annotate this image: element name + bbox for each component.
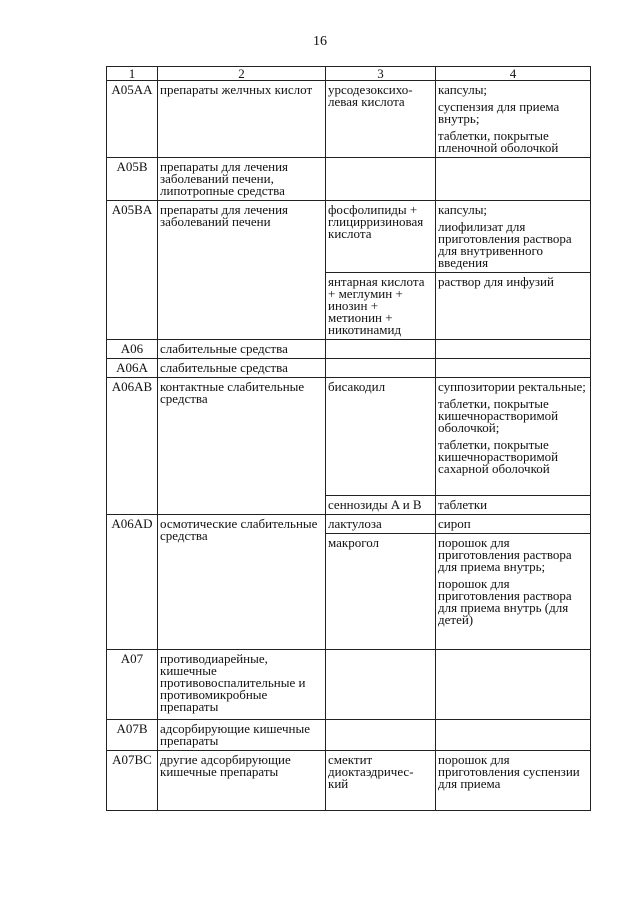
drug-group-cell: слабительные средства	[158, 340, 326, 359]
atc-code-cell: A06	[107, 340, 158, 359]
atc-code-cell: A05B	[107, 158, 158, 201]
substance-cell	[326, 650, 436, 720]
table-row	[107, 751, 591, 811]
dosage-form-cell	[436, 720, 591, 751]
table-body	[107, 67, 591, 811]
atc-code-cell: A05AA	[107, 81, 158, 158]
dosage-form-cell	[436, 273, 591, 340]
table-row	[107, 359, 591, 378]
column-header-2: 2	[158, 67, 326, 81]
table-row	[107, 340, 591, 359]
table-row	[107, 650, 591, 720]
substance-cell: сеннозиды A и B	[326, 496, 436, 515]
column-header-3: 3	[326, 67, 436, 81]
dosage-form-item: капсулы;	[438, 202, 488, 217]
drug-group-cell: препараты для лечения заболеваний печени	[158, 201, 326, 340]
drug-group-cell: препараты для лечения заболеваний печени, липотропные средства	[158, 158, 326, 201]
table-row	[107, 378, 591, 496]
dosage-form-cell	[436, 81, 591, 158]
substance-cell	[326, 158, 436, 201]
atc-code-cell: A06AB	[107, 378, 158, 515]
dosage-form-item: таблетки, покрытые кишечнорастворимой сахарной оболочкой	[438, 437, 559, 476]
drug-table	[106, 66, 591, 811]
table-row	[107, 201, 591, 273]
column-header-4: 4	[436, 67, 591, 81]
atc-code-cell: A05BA	[107, 201, 158, 340]
substance-cell	[326, 720, 436, 751]
dosage-form-cell	[436, 650, 591, 720]
atc-code-cell: A07	[107, 650, 158, 720]
atc-code-cell: A06A	[107, 359, 158, 378]
dosage-form-item: лиофилизат для приготовления раствора для внутривенного введения	[438, 219, 572, 270]
dosage-form-item: таблетки, покрытые пленочной оболочкой	[438, 128, 559, 155]
substance-cell: смектит диоктаэдричес-кий	[326, 751, 436, 811]
dosage-form-item: порошок для приготовления раствора для приема внутрь (для детей)	[438, 576, 572, 627]
drug-group-cell: адсорбирующие кишечные препараты	[158, 720, 326, 751]
substance-cell: урсодезоксихо-левая кислота	[326, 81, 436, 158]
drug-group-cell: осмотические слабительные средства	[158, 515, 326, 650]
table-row	[107, 720, 591, 751]
table-row	[107, 515, 591, 534]
dosage-form-item: капсулы;	[438, 82, 488, 97]
dosage-form-item: суспензия для приема внутрь;	[438, 99, 560, 126]
dosage-form-item: раствор для инфузий	[438, 274, 554, 289]
dosage-form-cell	[436, 496, 591, 515]
substance-cell: янтарная кислота + меглумин + инозин + метионин + никотинамид	[326, 273, 436, 340]
substance-cell: лактулоза	[326, 515, 436, 534]
drug-group-cell: контактные слабительные средства	[158, 378, 326, 515]
dosage-form-cell	[436, 534, 591, 650]
table-header-row	[107, 67, 591, 81]
dosage-form-cell	[436, 340, 591, 359]
substance-cell: фосфолипиды + глицирризиновая кислота	[326, 201, 436, 273]
dosage-form-item: таблетки	[438, 497, 488, 512]
dosage-form-cell	[436, 515, 591, 534]
dosage-form-cell	[436, 751, 591, 811]
dosage-form-item: порошок для приготовления суспензии для приема	[438, 752, 580, 791]
drug-group-cell: слабительные средства	[158, 359, 326, 378]
atc-code-cell: A07BC	[107, 751, 158, 811]
substance-cell: бисакодил	[326, 378, 436, 496]
table-row	[107, 81, 591, 158]
substance-cell	[326, 340, 436, 359]
dosage-form-cell	[436, 158, 591, 201]
dosage-form-item: порошок для приготовления раствора для приема внутрь;	[438, 535, 572, 574]
dosage-form-cell	[436, 201, 591, 273]
dosage-form-cell	[436, 378, 591, 496]
atc-code-cell: A07B	[107, 720, 158, 751]
dosage-form-item: таблетки, покрытые кишечнорастворимой оболочкой;	[438, 396, 559, 435]
drug-group-cell: препараты желчных кислот	[158, 81, 326, 158]
page-number: 16	[313, 34, 327, 49]
substance-cell: макрогол	[326, 534, 436, 650]
substance-cell	[326, 359, 436, 378]
dosage-form-item: суппозитории ректальные;	[438, 379, 586, 394]
dosage-form-cell	[436, 359, 591, 378]
column-header-1: 1	[107, 67, 158, 81]
table-row	[107, 158, 591, 201]
drug-group-cell: другие адсорбирующие кишечные препараты	[158, 751, 326, 811]
atc-code-cell: A06AD	[107, 515, 158, 650]
drug-group-cell: противодиарейные, кишечные противовоспалительные и противомикробные препараты	[158, 650, 326, 720]
dosage-form-item: сироп	[438, 516, 471, 531]
